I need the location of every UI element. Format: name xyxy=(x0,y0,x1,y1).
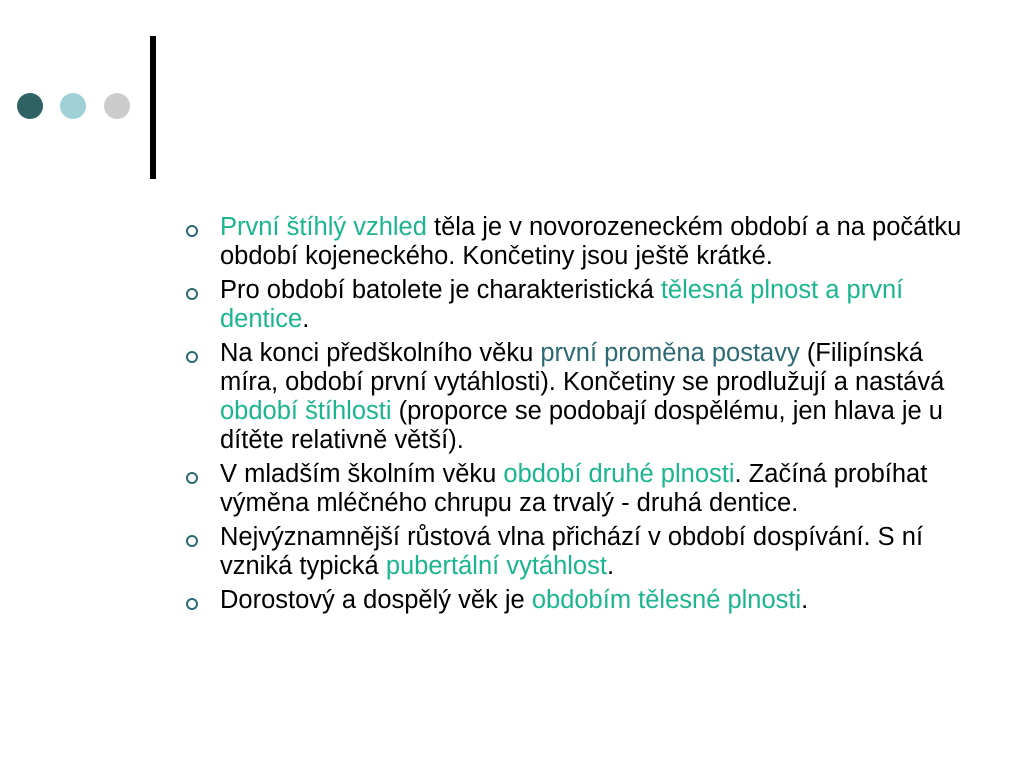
light-teal-dot xyxy=(60,93,86,119)
ring-bullet-icon xyxy=(186,535,198,547)
bullet-text: . xyxy=(302,305,310,333)
bullet-text: . Začíná probíhat výměna mléčného chrupu za trvalý - druhá dentice. xyxy=(220,460,928,517)
bullet-item xyxy=(186,213,976,271)
bullet-item xyxy=(186,460,976,518)
ring-bullet-icon xyxy=(186,598,198,610)
vertical-rule xyxy=(150,36,156,179)
ring-bullet-icon xyxy=(186,351,198,363)
bullet-text: Na konci předškolního věku xyxy=(220,339,541,367)
bullet-item xyxy=(186,339,976,455)
highlighted-term: První štíhlý vzhled xyxy=(220,213,427,241)
bullet-item xyxy=(186,523,976,581)
bullet-text: Nejvýznamnější růstová vlna přichází v období dospívání. S ní vzniká typická xyxy=(220,523,924,580)
highlighted-term: první proměna postavy xyxy=(540,339,800,367)
slide-content xyxy=(186,213,976,620)
bullet-text: (proporce se podobají dospělému, jen hlava je u dítěte relativně větší). xyxy=(220,397,943,454)
bullet-text: . xyxy=(606,552,615,580)
decorative-header xyxy=(0,0,1024,200)
highlighted-term: období štíhlosti xyxy=(220,397,392,425)
bullet-item xyxy=(186,586,976,615)
ring-bullet-icon xyxy=(186,472,198,484)
bullet-text: Pro období batolete je charakteristická xyxy=(220,276,661,304)
ring-bullet-icon xyxy=(186,288,198,300)
bullet-list xyxy=(186,213,976,615)
bullet-text: těla je v novorozeneckém období a na počátku období kojeneckého. Končetiny jsou ještě krátké. xyxy=(220,213,962,270)
highlighted-term: obdobím tělesné plnosti xyxy=(531,586,802,614)
highlighted-term: pubertální vytáhlost xyxy=(385,552,607,580)
highlighted-term: období druhé plnosti xyxy=(503,460,735,488)
bullet-item xyxy=(186,276,976,334)
bullet-text: Dorostový a dospělý věk je xyxy=(220,586,532,614)
gray-dot xyxy=(104,93,130,119)
dark-teal-dot xyxy=(17,93,43,119)
bullet-text: . xyxy=(801,586,809,614)
ring-bullet-icon xyxy=(186,225,198,237)
bullet-text: (Filipínská míra, období první vytáhlosti). Končetiny se prodlužují a nastává xyxy=(220,339,945,396)
highlighted-term: tělesná plnost a první dentice xyxy=(220,276,904,333)
bullet-text: V mladším školním věku xyxy=(220,460,504,488)
